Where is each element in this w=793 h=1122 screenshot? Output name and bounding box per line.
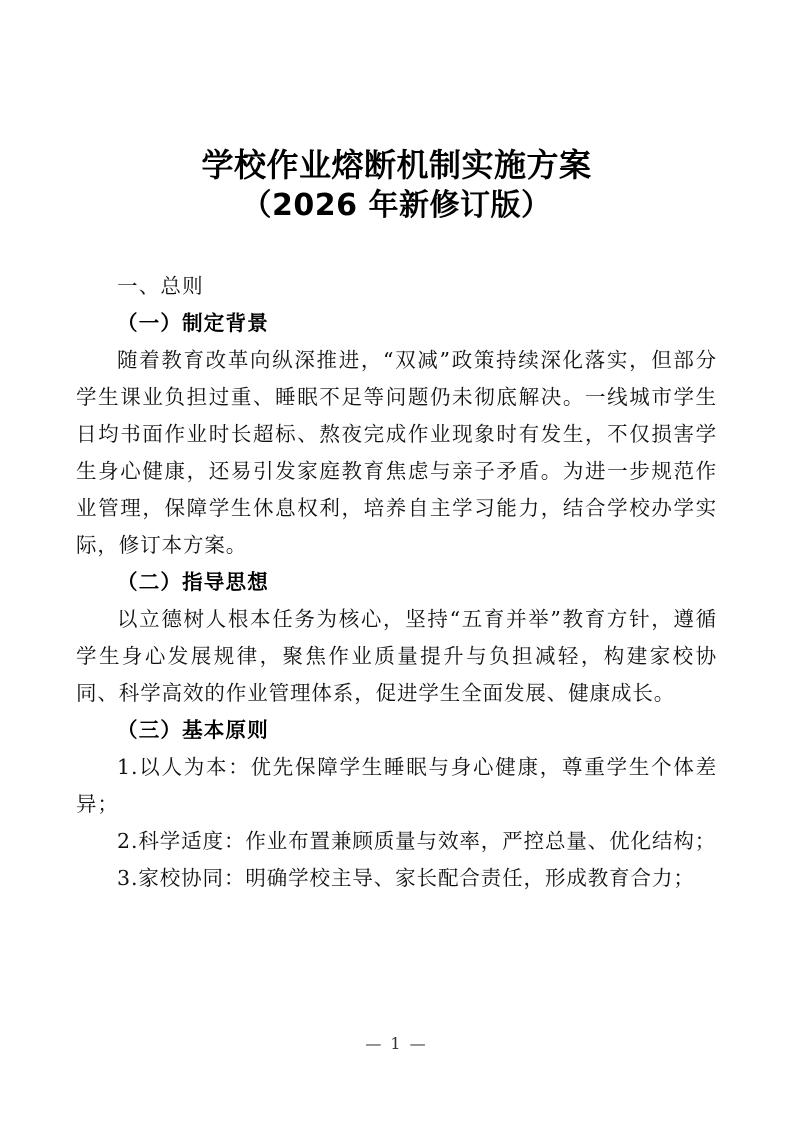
document-body <box>76 268 717 897</box>
section-heading-1-1: （一）制定背景 <box>117 311 269 335</box>
paragraph-1-1-1: 随着教育改革向纵深推进，“双减”政策持续深化落实，但部分学生课业负担过重、睡眠不足等问题仍未彻底解决。一线城市学生日均书面作业时长超标、熬夜完成作业现象时有发生，不仅损害学生身心健康，还易引发家庭教育焦虑与亲子矛盾。为进一步规范作业管理，保障学生休息权利，培养自主学习能力，结合学校办学实际，修订本方案。 <box>76 348 717 557</box>
title-block <box>76 144 717 226</box>
section-heading-1-2: （二）指导思想 <box>117 570 269 594</box>
list-item-principle-2: 2.科学适度：作业布置兼顾质量与效率，严控总量、优化结构； <box>117 829 717 853</box>
section-heading-1-3: （三）基本原则 <box>117 718 269 742</box>
paragraph-1-2-1: 以立德树人根本任务为核心，坚持“五育并举”教育方针，遵循学生身心发展规律，聚焦作业质量提升与负担减轻，构建家校协同、科学高效的作业管理体系，促进学生全面发展、健康成长。 <box>76 607 717 705</box>
list-item-principle-3: 3.家校协同：明确学校主导、家长配合责任，形成教育合力； <box>117 866 695 890</box>
page-number: — 1 — <box>365 1034 428 1053</box>
page-subtitle: （2026 年新修订版） <box>241 188 552 223</box>
page-title: 学校作业熔断机制实施方案 <box>201 146 592 184</box>
section-heading-chapter-1: 一、总则 <box>117 274 204 298</box>
list-item-principle-1: 1.以人为本：优先保障学生睡眠与身心健康，尊重学生个体差异； <box>76 755 717 816</box>
